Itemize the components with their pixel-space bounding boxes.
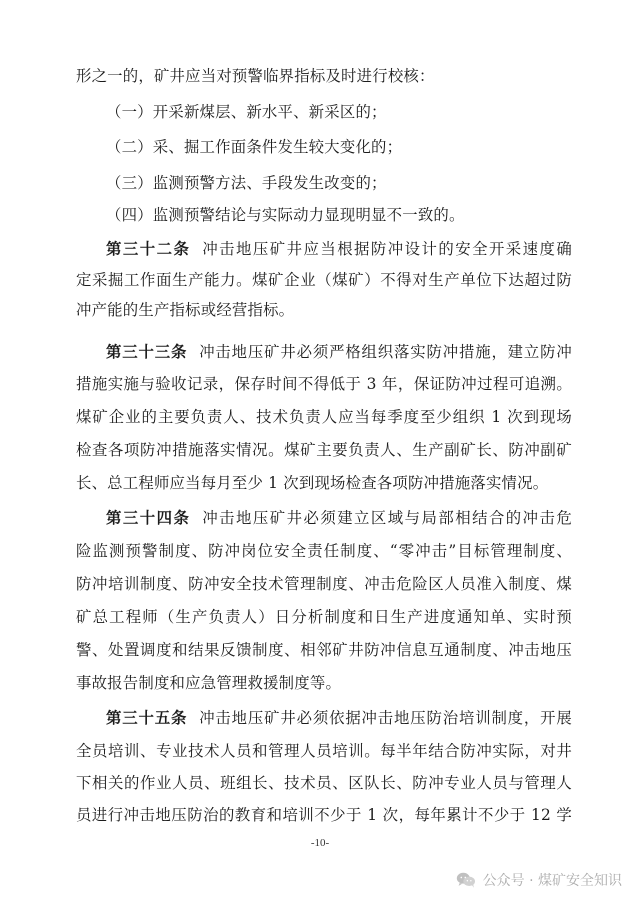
article-34-label: 第三十四条	[106, 509, 191, 527]
wechat-icon	[455, 871, 477, 889]
article-35-line: 下相关的作业人员、班组长、技术员、区队长、防冲专业人员与管理人	[76, 774, 572, 792]
article-35-line: 员进行冲击地压防治的教育和培训不少于 1 次，每年累计不少于 12 学	[76, 806, 572, 824]
list-item: （四）监测预警结论与实际动力显现明显不一致的。	[106, 206, 465, 224]
article-35-label: 第三十五条	[106, 709, 188, 727]
article-34-line: 冲击地压矿井必须建立区域与局部相结合的冲击危	[202, 509, 572, 527]
article-32-heading-line	[106, 236, 572, 262]
article-32-line: 定采掘工作面生产能力。煤矿企业（煤矿）不得对生产单位下达超过防	[76, 271, 572, 289]
article-33-line: 煤矿企业的主要负责人、技术负责人应当每季度至少组织 1 次到现场	[76, 408, 572, 426]
watermark-text: 公众号 · 煤矿安全知识	[482, 873, 622, 889]
article-32-line: 冲击地压矿井应当根据防冲设计的安全开采速度确	[202, 240, 572, 258]
article-35-line: 冲击地压矿井必须依据冲击地压防治培训制度，开展	[199, 709, 572, 727]
article-35-heading-line	[106, 705, 572, 731]
article-34-line: 矿总工程师（生产负责人）日分析制度和日生产进度通知单、实时预	[76, 608, 572, 626]
article-33-heading-line	[106, 339, 572, 365]
page-number: -10-	[310, 837, 330, 849]
article-33-label: 第三十三条	[106, 343, 188, 361]
article-34-line: 警、处置调度和结果反馈制度、相邻矿井防冲信息互通制度、冲击地压	[76, 641, 572, 659]
article-32-label: 第三十二条	[106, 240, 191, 258]
text-line: 形之一的，矿井应当对预警临界指标及时进行校核：	[76, 67, 435, 85]
list-item: （一）开采新煤层、新水平、新采区的；	[106, 103, 387, 121]
article-33-line: 冲击地压矿井必须严格组织落实防冲措施，建立防冲	[199, 343, 572, 361]
article-33-line: 检查各项防冲措施落实情况。煤矿主要负责人、生产副矿长、防冲副矿	[76, 441, 572, 459]
article-34-line: 防冲培训制度、防冲安全技术管理制度、冲击危险区人员准入制度、煤	[76, 575, 572, 593]
article-32-line: 冲产能的生产指标或经营指标。	[76, 301, 295, 319]
watermark	[455, 868, 622, 892]
list-item: （二）采、掘工作面条件发生较大变化的；	[106, 138, 403, 156]
article-33-line: 长、总工程师应当每月至少 1 次到现场检查各项防冲措施落实情况。	[76, 474, 549, 492]
article-34-heading-line	[106, 505, 572, 531]
article-34-line: 险监测预警制度、防冲岗位安全责任制度、“零冲击”目标管理制度、	[76, 542, 572, 560]
article-33-line: 措施实施与验收记录，保存时间不得低于 3 年，保证防冲过程可追溯。	[76, 375, 572, 393]
article-35-line: 全员培训、专业技术人员和管理人员培训。每半年结合防冲实际，对井	[76, 742, 572, 760]
article-34-line: 事故报告制度和应急管理救援制度等。	[76, 674, 342, 692]
list-item: （三）监测预警方法、手段发生改变的；	[106, 174, 387, 192]
